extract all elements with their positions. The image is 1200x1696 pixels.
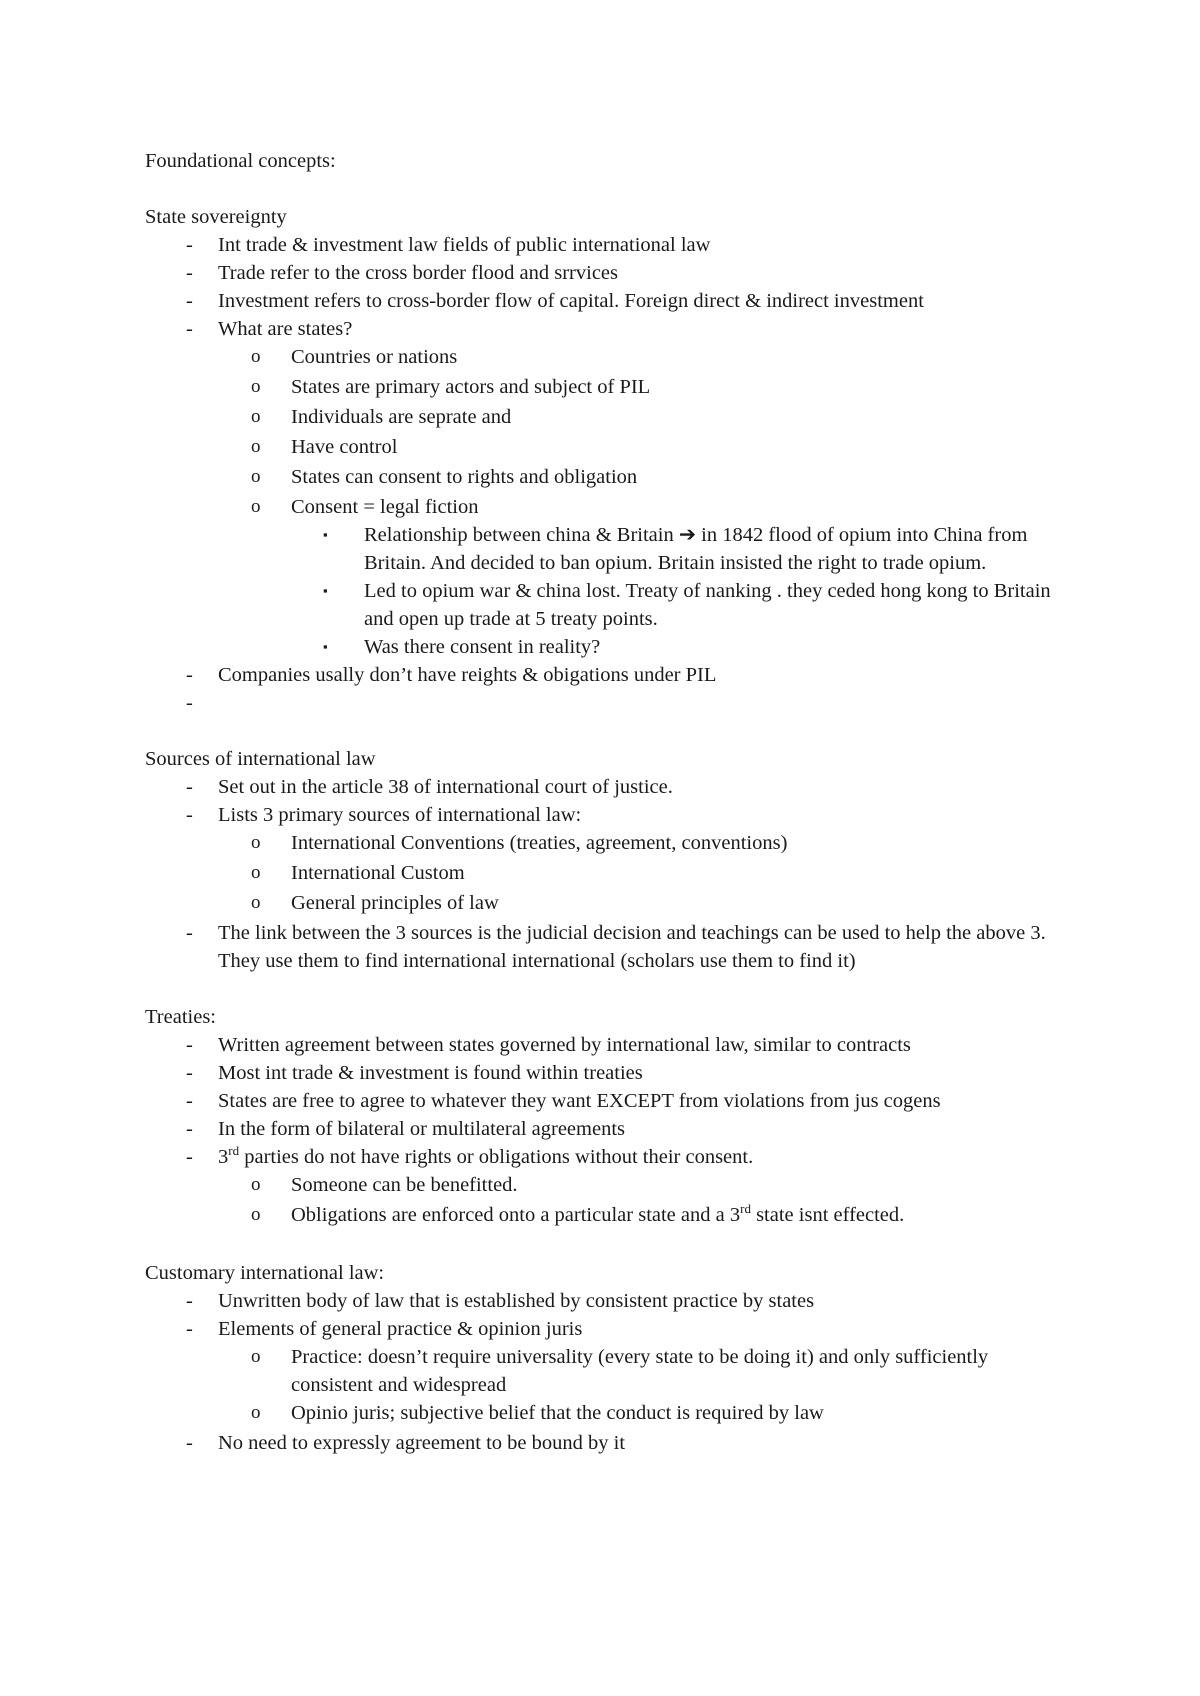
list-item: - 3rd parties do not have rights or obligations without their consent. o Someone can be benefitted. o Obligations are enforced onto a particular state and a 3rd state isnt effected. xyxy=(145,1143,1075,1231)
treaties-list xyxy=(145,1031,1075,1231)
heading-treaties: Treaties: xyxy=(145,1006,216,1028)
states-sublist xyxy=(218,343,1075,661)
sources-list xyxy=(145,773,1075,975)
sub-list-item: o States can consent to rights and obligation xyxy=(251,466,638,488)
list-item: - Investment refers to cross-border flow of capital. Foreign direct & indirect investment xyxy=(186,290,924,312)
customary-list xyxy=(145,1287,1075,1457)
list-item: - States are free to agree to whatever they want EXCEPT from violations from jus cogens xyxy=(186,1090,941,1112)
sub-list-item: o States are primary actors and subject of PIL xyxy=(251,376,651,398)
heading-sources: Sources of international law xyxy=(145,748,376,770)
sources-sublist xyxy=(218,829,1075,919)
sub-list-item: o Have control xyxy=(251,436,398,458)
sub-list-item: o Individuals are seprate and xyxy=(251,406,512,428)
sub-list-item: o Someone can be benefitted. xyxy=(251,1174,518,1196)
sub-list-item: o International Conventions (treaties, agreement, conventions) xyxy=(251,832,788,854)
heading-customary: Customary international law: xyxy=(145,1262,385,1284)
sub-list-item: o International Custom xyxy=(251,862,465,884)
arrow-icon: ➔ xyxy=(678,524,697,546)
sub-list-item: o Consent = legal fiction ▪ Relationship between china & Britain ➔ in 1842 flood of opium into China from Britain. And decided to ban opium. Britain insisted the right to trade opium. ▪ Led to opium war & china lost. Treaty of nanking . they ceded hong kong to Britain and open up trade at 5 treaty points. ▪ Was there consent in reality? xyxy=(218,493,1075,661)
list-item: - Unwritten body of law that is established by consistent practice by states xyxy=(186,1290,815,1312)
list-item: - Elements of general practice & opinion juris o Practice: doesn’t require universality (every state to be doing it) and only sufficiently consistent and widespread o Opinio juris; subjective belief that the conduct is required by law xyxy=(145,1315,1075,1429)
customary-sublist xyxy=(218,1343,1075,1429)
list-item: - Lists 3 primary sources of international law: o International Conventions (treaties, agreement, conventions) o International Custom o General principles of law xyxy=(145,801,1075,919)
list-item: - In the form of bilateral or multilateral agreements xyxy=(186,1118,625,1140)
list-item: - Set out in the article 38 of international court of justice. xyxy=(186,776,673,798)
list-item: - Companies usally don’t have reights & obigations under PIL xyxy=(186,664,717,686)
sub-sub-list-item: ▪ Relationship between china & Britain ➔ in 1842 flood of opium into China from Britain. And decided to ban opium. Britain insisted the right to trade opium. xyxy=(323,524,1028,574)
sub-list-item: o Obligations are enforced onto a particular state and a 3rd state isnt effected. xyxy=(251,1201,905,1226)
list-item: - Written agreement between states governed by international law, similar to contracts xyxy=(186,1034,911,1056)
document-body xyxy=(145,147,1075,1457)
sub-list-item: o Practice: doesn’t require universality (every state to be doing it) and only sufficiently consistent and widespread xyxy=(251,1346,989,1396)
list-item: - What are states? o Countries or nations o States are primary actors and subject of PIL o Individuals are seprate and o Have control o States can consent to rights and obligation o Consent = legal fiction ▪ Relationship between china & Britain ➔ in 1842 flood of opium into China from Britain. And decided to ban opium. Britain insisted the right to trade opium. ▪ Led to opium war & china lost. Treaty of nanking . they ceded hong kong to Britain and open up trade at 5 treaty points. ▪ Was there consent in reality? xyxy=(145,315,1075,661)
sub-sub-list-item: ▪ Was there consent in reality? xyxy=(323,636,601,658)
list-item: - The link between the 3 sources is the judicial decision and teachings can be used to help the above 3. They use them to find international international (scholars use them to find it) xyxy=(186,922,1046,972)
sub-sub-list-item: ▪ Led to opium war & china lost. Treaty of nanking . they ceded hong kong to Britain and open up trade at 5 treaty points. xyxy=(323,580,1051,630)
sub-list-item: o General principles of law xyxy=(251,892,499,914)
list-item: - No need to expressly agreement to be bound by it xyxy=(186,1432,626,1454)
list-item: - Trade refer to the cross border flood and srrvices xyxy=(186,262,619,284)
sovereignty-list xyxy=(145,231,1075,717)
consent-sublist xyxy=(291,521,1075,661)
sub-list-item: o Countries or nations xyxy=(251,346,458,368)
list-item: - Most int trade & investment is found within treaties xyxy=(186,1062,643,1084)
heading-state-sovereignty: State sovereignty xyxy=(145,206,287,228)
sub-list-item: o Opinio juris; subjective belief that the conduct is required by law xyxy=(251,1402,824,1424)
list-item-empty: - xyxy=(186,692,193,714)
list-item: - Int trade & investment law fields of public international law xyxy=(186,234,711,256)
heading-foundational: Foundational concepts: xyxy=(145,150,336,172)
treaties-sublist xyxy=(218,1171,1075,1231)
